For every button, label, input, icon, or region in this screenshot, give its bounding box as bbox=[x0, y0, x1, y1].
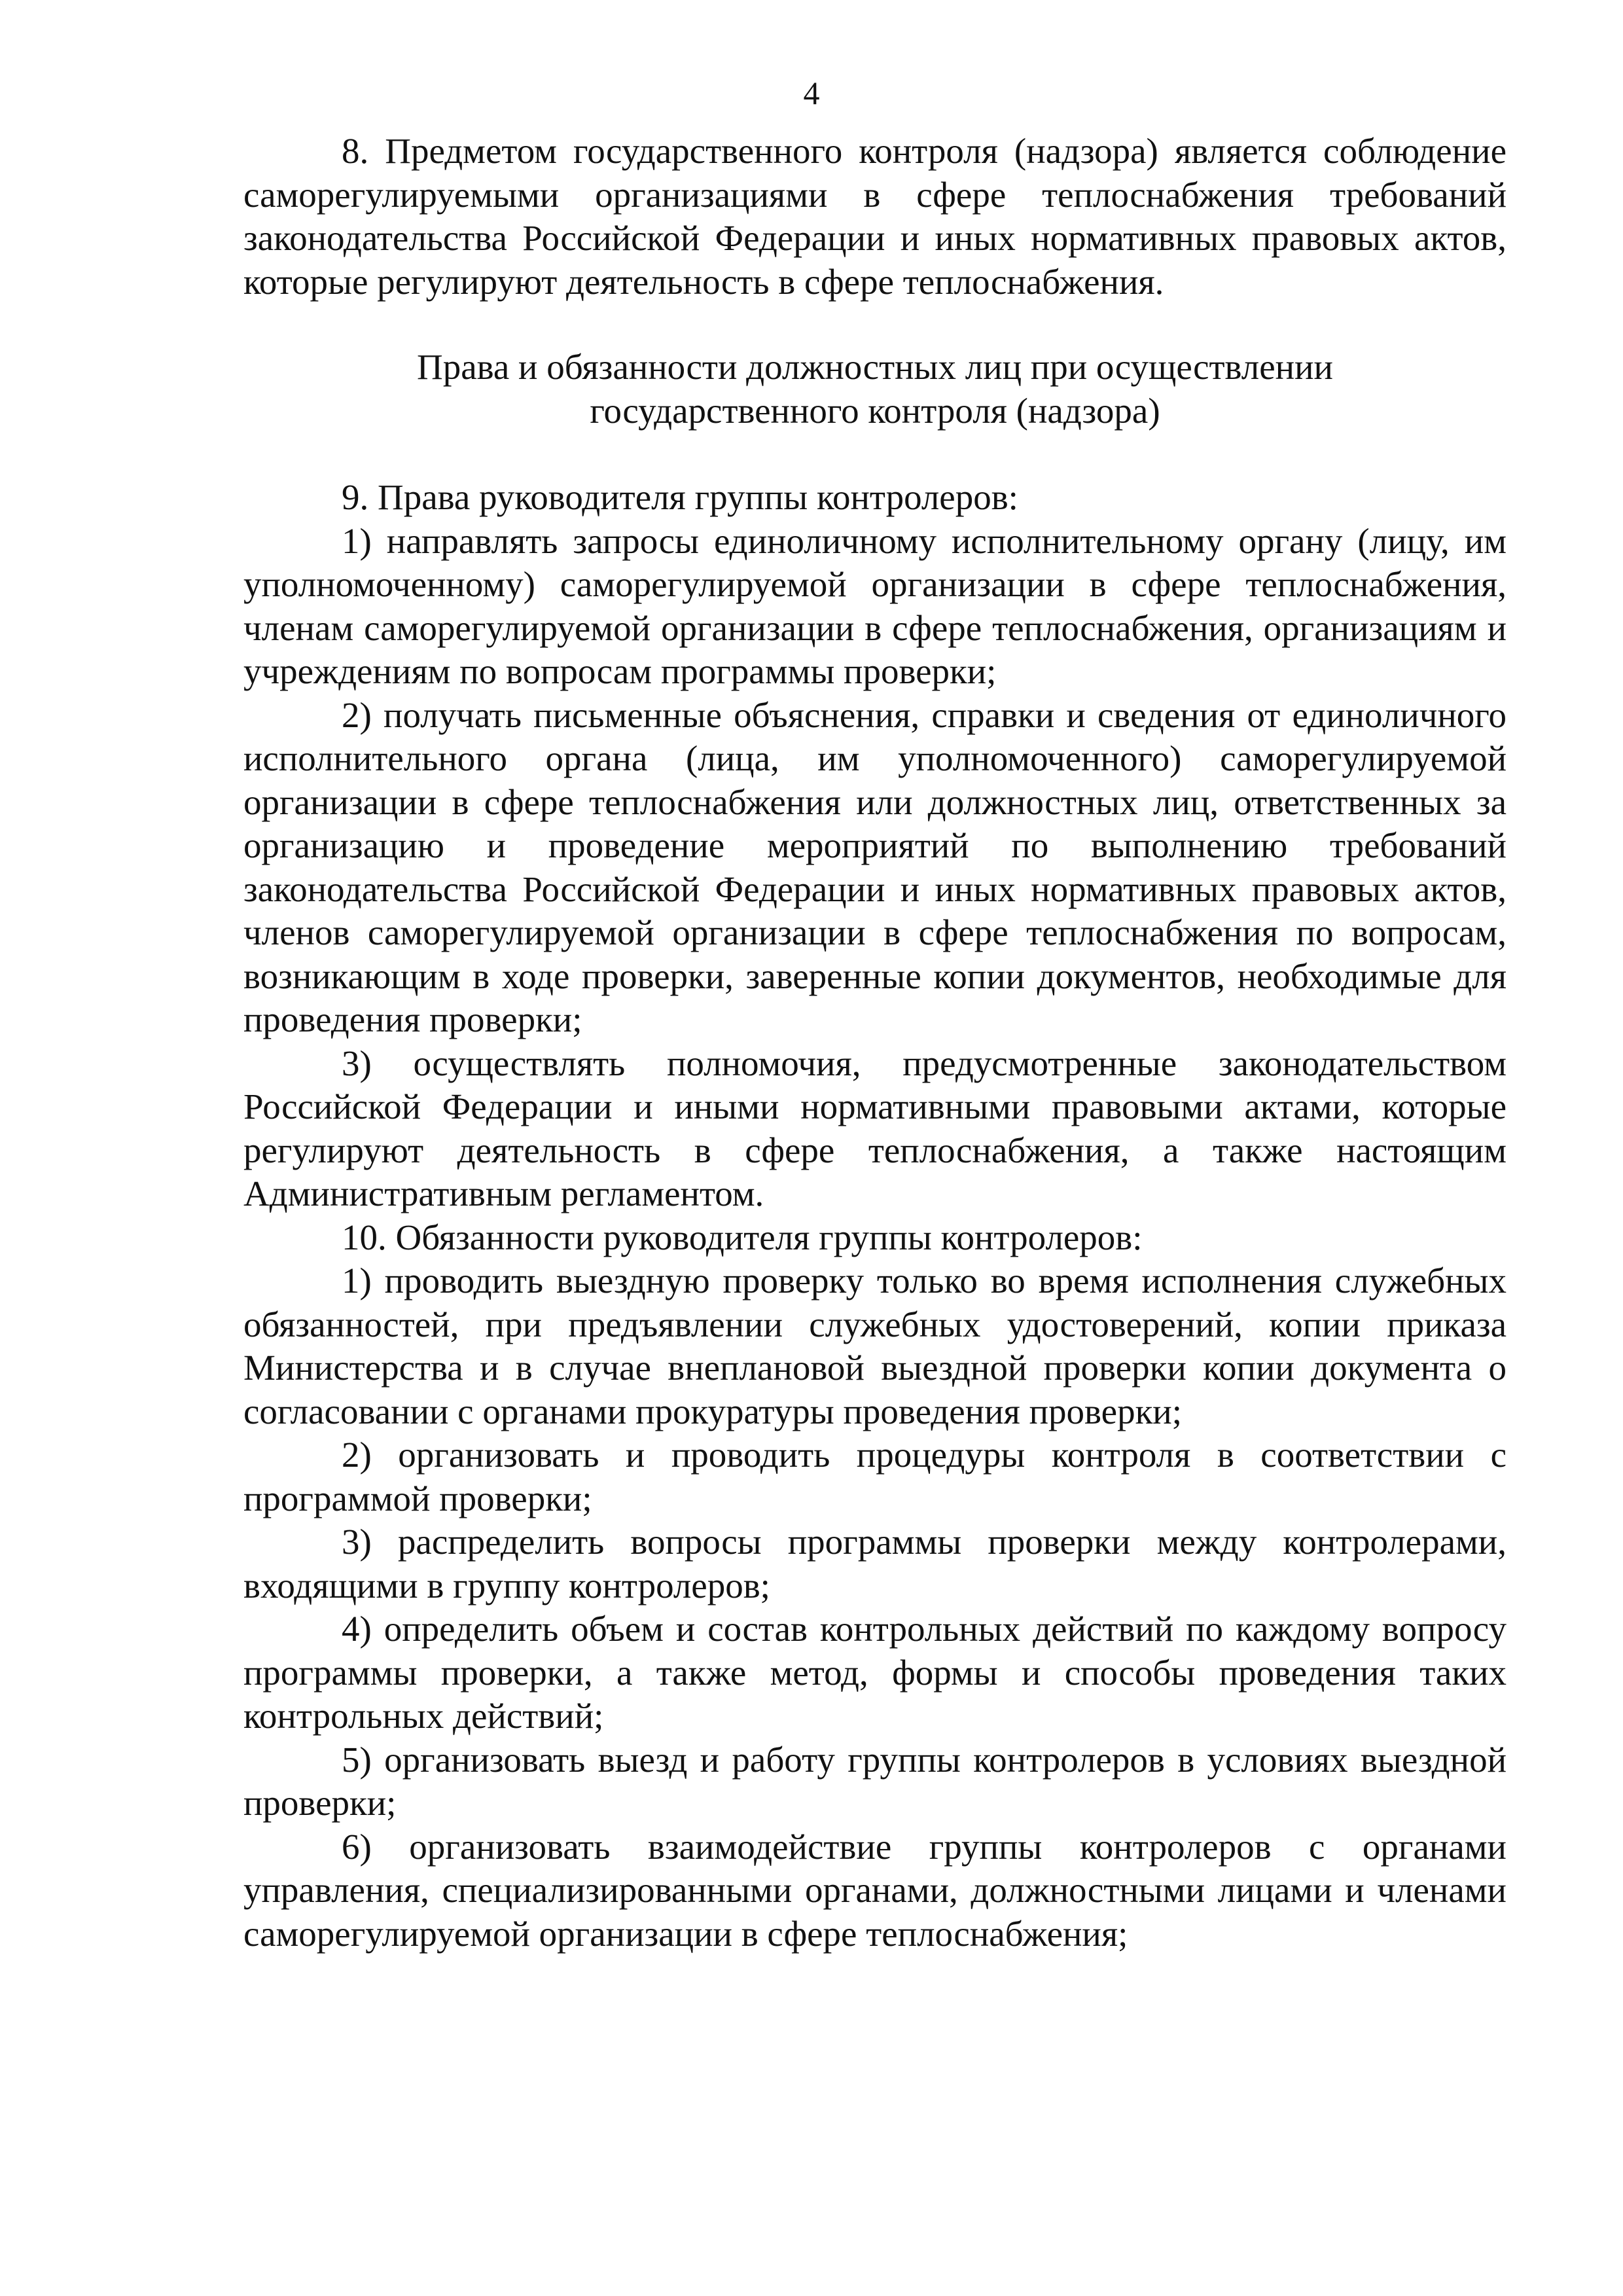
paragraph-10-item-2: 2) организовать и проводить процедуры контроля в соответствии с программой проверки; bbox=[243, 1435, 1507, 1518]
paragraph-8: 8. Предметом государственного контроля (надзора) является соблюдение саморегулируемыми организациями в сфере теплоснабжения требований законодательства Российской Федерации и иных нормативных правовых актов, которые регулируют деятельность в сфере теплоснабжения. bbox=[243, 131, 1507, 302]
paragraph-10-item-6: 6) организовать взаимодействие группы контролеров с органами управления, специализированными органами, должностными лицами и членами саморегулируемой организации в сфере теплоснабжения; bbox=[243, 1826, 1507, 1954]
paragraph-10-item-3: 3) распределить вопросы программы проверки между контролерами, входящими в группу контролеров; bbox=[243, 1522, 1507, 1605]
paragraph-9-item-1: 1) направлять запросы единоличному исполнительному органу (лицу, им уполномоченному) саморегулируемой организации в сфере теплоснабжения, членам саморегулируемой организации в сфере теплоснабжения, организациям и учреждениям по вопросам программы проверки; bbox=[243, 520, 1507, 691]
section-heading bbox=[243, 346, 1507, 433]
page-number: 4 bbox=[803, 75, 820, 111]
document-body bbox=[243, 130, 1507, 1956]
paragraph-10: 10. Обязанности руководителя группы контролеров: bbox=[342, 1217, 1143, 1257]
section-heading-line-1: Права и обязанности должностных лиц при осуществлении bbox=[417, 347, 1333, 387]
paragraph-9-item-2: 2) получать письменные объяснения, справки и сведения от единоличного исполнительного органа (лица, им уполномоченного) саморегулируемой организации в сфере теплоснабжения или должностных лиц, ответственных за организацию и проведение мероприятий по выполнению требований законодательства Российской Федерации и иных нормативных правовых актов, членов саморегулируемой организации в сфере теплоснабжения по вопросам, возникающим в ходе проверки, заверенные копии документов, необходимые для проведения проверки; bbox=[243, 694, 1507, 1039]
paragraph-9-item-3: 3) осуществлять полномочия, предусмотренные законодательством Российской Федерации и иными нормативными правовыми актами, которые регулируют деятельность в сфере теплоснабжения, а также настоящим Административным регламентом. bbox=[243, 1043, 1507, 1213]
section-heading-line-2: государственного контроля (надзора) bbox=[590, 390, 1160, 431]
paragraph-9: 9. Права руководителя группы контролеров: bbox=[342, 477, 1018, 517]
paragraph-10-item-4: 4) определить объем и состав контрольных действий по каждому вопросу программы проверки, а также метод, формы и способы проведения таких контрольных действий; bbox=[243, 1609, 1507, 1736]
paragraph-10-item-5: 5) организовать выезд и работу группы контролеров в условиях выездной проверки; bbox=[243, 1739, 1507, 1823]
paragraph-10-item-1: 1) проводить выездную проверку только во время исполнения служебных обязанностей, при предъявлении служебных удостоверений, копии приказа Министерства и в случае внеплановой выездной проверки копии документа о согласовании с органами прокуратуры проведения проверки; bbox=[243, 1261, 1507, 1431]
